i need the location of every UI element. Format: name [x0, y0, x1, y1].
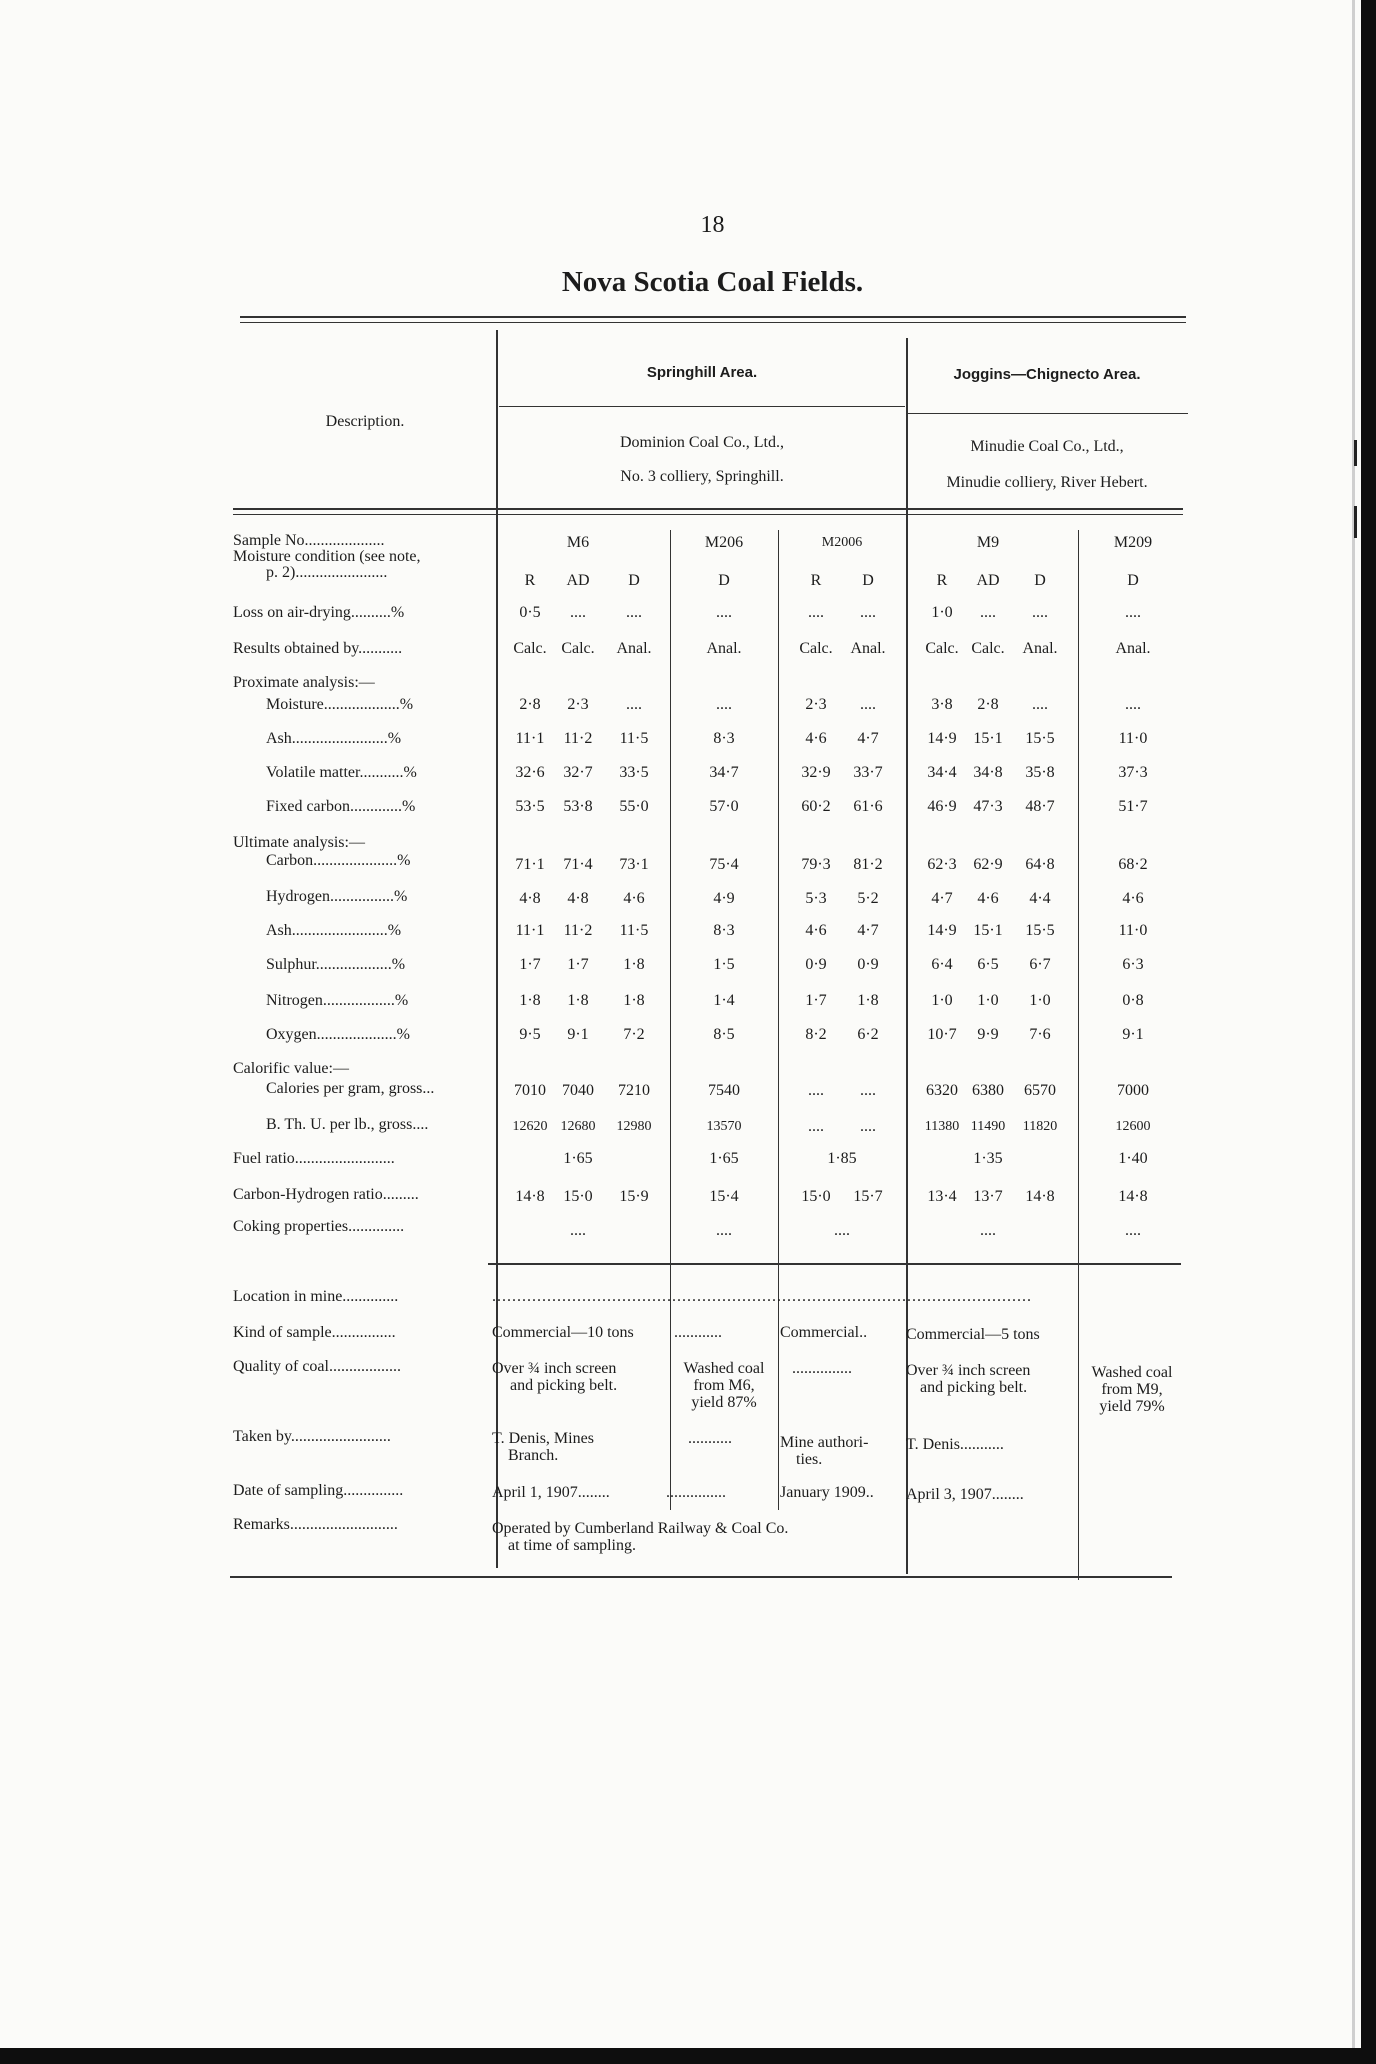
table-cell: 4·6	[623, 890, 645, 907]
table-cell: 14·9	[927, 922, 957, 939]
moisture-condition-code: D	[1127, 572, 1139, 589]
header-divider	[906, 413, 1188, 414]
table-cell: 4·9	[713, 890, 735, 907]
moisture-condition-code: D	[1034, 572, 1046, 589]
table-cell: 6·3	[1122, 956, 1144, 973]
company-name: Minudie Coal Co., Ltd.,	[970, 438, 1124, 455]
table-cell: 14·9	[927, 730, 957, 747]
bottom-rule	[230, 1576, 1172, 1578]
table-cell: 1·8	[567, 992, 589, 1009]
table-cell: ....	[808, 1118, 824, 1135]
company-name: Dominion Coal Co., Ltd.,	[620, 434, 784, 451]
table-cell: 3·8	[931, 696, 953, 713]
ch-ratio-cell: 14·8	[1025, 1188, 1055, 1205]
table-cell: 9·1	[567, 1026, 589, 1043]
table-cell: 60·2	[801, 798, 831, 815]
table-cell: 1·0	[1029, 992, 1051, 1009]
table-cell: 0·9	[857, 956, 879, 973]
table-cell: 7000	[1117, 1082, 1149, 1099]
taken-m2006: Mine authori-	[780, 1434, 869, 1451]
remarks-text-cont: at time of sampling.	[508, 1537, 636, 1554]
table-cell: 55·0	[619, 798, 649, 815]
table-cell: 8·5	[713, 1026, 735, 1043]
table-cell: ....	[860, 696, 876, 713]
table-cell: 75·4	[709, 856, 739, 873]
column-divider	[496, 330, 498, 1568]
table-cell: 12620	[512, 1119, 548, 1134]
table-cell: 4·8	[519, 890, 541, 907]
ch-ratio-cell: 13·4	[927, 1188, 957, 1205]
table-cell: 7·6	[1029, 1026, 1051, 1043]
table-cell: 1·7	[567, 956, 589, 973]
table-cell: 2·8	[977, 696, 999, 713]
taken-m2006-cont: ties.	[796, 1451, 823, 1468]
table-cell: Calc.	[561, 640, 595, 657]
sample-number: M206	[704, 534, 744, 551]
coking-cell: ....	[1125, 1222, 1141, 1239]
row-label-moisture-condition-cont: p. 2).......................	[266, 564, 388, 581]
moisture-condition-code: D	[718, 572, 730, 589]
date-m6: April 1, 1907........	[492, 1484, 610, 1501]
quality-m209-cont: from M9,	[1101, 1381, 1163, 1398]
section-label-ultimate: Ultimate analysis:—	[233, 834, 365, 851]
table-cell: 0·9	[805, 956, 827, 973]
table-cell: 15·1	[973, 922, 1003, 939]
table-cell: ....	[716, 604, 732, 621]
row-label-hydrogen: Hydrogen................%	[266, 888, 408, 905]
table-cell: 1·8	[623, 956, 645, 973]
header-divider	[499, 406, 905, 407]
table-cell: Calc.	[925, 640, 959, 657]
table-cell: 11380	[924, 1119, 960, 1134]
table-cell: 6·4	[931, 956, 953, 973]
table-cell: 7·2	[623, 1026, 645, 1043]
table-cell: 1·4	[713, 992, 735, 1009]
table-cell: 10·7	[927, 1026, 957, 1043]
column-divider	[778, 530, 779, 1510]
area-header-springhill: Springhill Area.	[646, 364, 758, 381]
ch-ratio-cell: 15·4	[709, 1188, 739, 1205]
coking-cell: ....	[716, 1222, 732, 1239]
table-cell: 11·0	[1118, 730, 1148, 747]
description-header: Description.	[325, 413, 405, 430]
table-cell: Anal.	[1022, 640, 1058, 657]
table-cell: ....	[1125, 696, 1141, 713]
table-cell: 0·5	[519, 604, 541, 621]
ch-ratio-cell: 15·0	[563, 1188, 593, 1205]
kind-m2006: Commercial..	[780, 1324, 868, 1341]
table-cell: 13570	[706, 1119, 742, 1134]
quality-m6-cont: and picking belt.	[510, 1377, 618, 1394]
top-rule	[240, 316, 1186, 318]
table-cell: 32·9	[801, 764, 831, 781]
table-cell: 4·6	[805, 730, 827, 747]
table-cell: 64·8	[1025, 856, 1055, 873]
table-cell: ....	[570, 604, 586, 621]
table-cell: ....	[808, 604, 824, 621]
table-cell: 46·9	[927, 798, 957, 815]
quality-m206-cont: from M6,	[693, 1377, 755, 1394]
row-label-ch-ratio: Carbon-Hydrogen ratio.........	[233, 1186, 419, 1203]
kind-m206: ............	[674, 1324, 722, 1341]
row-label-fuel-ratio: Fuel ratio.........................	[233, 1150, 395, 1167]
row-label-calories: Calories per gram, gross...	[266, 1080, 435, 1097]
row-label-oxygen: Oxygen....................%	[266, 1026, 410, 1043]
table-cell: 2·3	[567, 696, 589, 713]
ch-ratio-cell: 14·8	[1118, 1188, 1148, 1205]
row-label-volatile: Volatile matter...........%	[266, 764, 417, 781]
coking-cell: ....	[570, 1222, 586, 1239]
fuel-ratio-cell: 1·65	[709, 1150, 739, 1167]
moisture-condition-code: AD	[566, 572, 590, 589]
quality-m209-cont: yield 79%	[1099, 1398, 1165, 1415]
row-label-carbon: Carbon.....................%	[266, 852, 411, 869]
table-cell: Calc.	[971, 640, 1005, 657]
table-cell: 11·1	[515, 922, 545, 939]
table-cell: 6·2	[857, 1026, 879, 1043]
row-label-date: Date of sampling...............	[233, 1482, 404, 1499]
table-cell: 1·0	[931, 604, 953, 621]
table-cell: 11·5	[619, 922, 649, 939]
table-cell: 7040	[562, 1082, 594, 1099]
row-label-loss: Loss on air-drying..........%	[233, 604, 405, 621]
page-edge	[1352, 0, 1355, 2048]
table-cell: 32·7	[563, 764, 593, 781]
taken-m9: T. Denis...........	[906, 1436, 1004, 1453]
row-label-moisture-condition: Moisture condition (see note,	[233, 548, 421, 565]
quality-m9-cont: and picking belt.	[920, 1379, 1028, 1396]
table-cell: 7540	[708, 1082, 740, 1099]
table-cell: ....	[1032, 604, 1048, 621]
fuel-ratio-cell: 1·85	[827, 1150, 857, 1167]
moisture-condition-code: AD	[976, 572, 1000, 589]
table-cell: 34·8	[973, 764, 1003, 781]
table-cell: ....	[860, 1082, 876, 1099]
table-cell: 8·2	[805, 1026, 827, 1043]
table-cell: 6570	[1024, 1082, 1056, 1099]
table-cell: 11·2	[563, 730, 593, 747]
table-cell: Calc.	[799, 640, 833, 657]
row-label-coking: Coking properties..............	[233, 1218, 405, 1235]
coking-cell: ....	[980, 1222, 996, 1239]
table-cell: 0·8	[1122, 992, 1144, 1009]
table-cell: ....	[716, 696, 732, 713]
table-cell: 79·3	[801, 856, 831, 873]
sample-number: M6	[566, 534, 590, 551]
row-label-sample-no: Sample No....................	[233, 532, 385, 549]
row-label-taken-by: Taken by.........................	[233, 1428, 391, 1445]
table-cell: 15·5	[1025, 922, 1055, 939]
table-cell: 1·8	[857, 992, 879, 1009]
table-cell: 53·5	[515, 798, 545, 815]
table-cell: Anal.	[706, 640, 742, 657]
table-cell: 4·6	[805, 922, 827, 939]
table-cell: 1·8	[519, 992, 541, 1009]
table-cell: 15·5	[1025, 730, 1055, 747]
section-label-calorific: Calorific value:—	[233, 1060, 349, 1077]
column-divider	[1078, 530, 1079, 1580]
table-cell: 35·8	[1025, 764, 1055, 781]
table-cell: ....	[980, 604, 996, 621]
table-cell: 81·2	[853, 856, 883, 873]
ch-ratio-cell: 13·7	[973, 1188, 1003, 1205]
kind-m9: Commercial—5 tons	[906, 1326, 1040, 1343]
moisture-condition-code: R	[524, 572, 536, 589]
coking-cell: ....	[834, 1222, 850, 1239]
table-cell: 34·7	[709, 764, 739, 781]
sample-number: M2006	[821, 535, 863, 550]
table-cell: 68·2	[1118, 856, 1148, 873]
row-label-quality: Quality of coal..................	[233, 1358, 401, 1375]
table-cell: 2·3	[805, 696, 827, 713]
company-colliery: Minudie colliery, River Hebert.	[946, 474, 1148, 491]
ch-ratio-cell: 15·0	[801, 1188, 831, 1205]
table-cell: 1·0	[931, 992, 953, 1009]
table-cell: 34·4	[927, 764, 957, 781]
table-cell: 9·1	[1122, 1026, 1144, 1043]
quality-m206: Washed coal	[683, 1360, 765, 1377]
location-dots: ............................................................................................................	[492, 1288, 1032, 1305]
table-cell: ....	[860, 604, 876, 621]
row-label-fixed-carbon: Fixed carbon.............%	[266, 798, 416, 815]
date-m206-dots: ...............	[666, 1484, 726, 1501]
table-cell: 71·1	[515, 856, 545, 873]
sample-number: M9	[976, 534, 1000, 551]
kind-m6: Commercial—10 tons	[492, 1324, 634, 1341]
moisture-condition-code: D	[862, 572, 874, 589]
fuel-ratio-cell: 1·65	[563, 1150, 593, 1167]
table-cell: ....	[860, 1118, 876, 1135]
table-cell: 9·5	[519, 1026, 541, 1043]
table-cell: 6320	[926, 1082, 958, 1099]
row-label-nitrogen: Nitrogen..................%	[266, 992, 409, 1009]
table-cell: ....	[808, 1082, 824, 1099]
table-cell: 5·3	[805, 890, 827, 907]
moisture-condition-code: D	[628, 572, 640, 589]
fuel-ratio-cell: 1·40	[1118, 1150, 1148, 1167]
table-cell: 7010	[514, 1082, 546, 1099]
header-bottom-rule-thin	[233, 514, 1183, 515]
table-cell: ....	[1032, 696, 1048, 713]
table-cell: 1·8	[623, 992, 645, 1009]
table-cell: 62·9	[973, 856, 1003, 873]
header-bottom-rule	[233, 508, 1183, 510]
table-cell: 9·9	[977, 1026, 999, 1043]
section-label-proximate: Proximate analysis:—	[233, 674, 375, 691]
table-cell: 11·5	[619, 730, 649, 747]
table-cell: 1·5	[713, 956, 735, 973]
date-m9: April 3, 1907........	[906, 1486, 1024, 1503]
table-cell: 11·0	[1118, 922, 1148, 939]
remarks-text: Operated by Cumberland Railway & Coal Co.	[492, 1520, 789, 1537]
table-cell: 12600	[1115, 1119, 1151, 1134]
margin-mark	[1354, 506, 1357, 538]
table-cell: 1·0	[977, 992, 999, 1009]
quality-m2006-dots: ...............	[792, 1360, 852, 1377]
row-label-kind: Kind of sample................	[233, 1324, 396, 1341]
table-cell: 4·7	[857, 922, 879, 939]
table-cell: Anal.	[616, 640, 652, 657]
page-title: Nova Scotia Coal Fields.	[561, 266, 864, 298]
table-cell: 32·6	[515, 764, 545, 781]
table-cell: ....	[626, 604, 642, 621]
table-cell: 1·7	[519, 956, 541, 973]
ch-ratio-cell: 15·7	[853, 1188, 883, 1205]
table-cell: 11820	[1022, 1119, 1058, 1134]
taken-m206-dots: ...........	[688, 1430, 732, 1447]
table-cell: 51·7	[1118, 798, 1148, 815]
ch-ratio-cell: 14·8	[515, 1188, 545, 1205]
quality-m9: Over ¾ inch screen	[906, 1362, 1031, 1379]
table-cell: 8·3	[713, 922, 735, 939]
table-cell: 6·7	[1029, 956, 1051, 973]
table-cell: 48·7	[1025, 798, 1055, 815]
fuel-ratio-cell: 1·35	[973, 1150, 1003, 1167]
table-cell: 57·0	[709, 798, 739, 815]
row-label-moisture: Moisture...................%	[266, 696, 414, 713]
table-cell: 2·8	[519, 696, 541, 713]
table-cell: 7210	[618, 1082, 650, 1099]
table-cell: 33·5	[619, 764, 649, 781]
ch-ratio-cell: 15·9	[619, 1188, 649, 1205]
table-cell: 33·7	[853, 764, 883, 781]
table-cell: 47·3	[973, 798, 1003, 815]
row-label-results: Results obtained by...........	[233, 640, 403, 657]
taken-m6-cont: Branch.	[508, 1447, 559, 1464]
sample-number: M209	[1113, 534, 1153, 551]
table-cell: 4·4	[1029, 890, 1051, 907]
area-header-joggins: Joggins—Chignecto Area.	[953, 366, 1141, 383]
moisture-condition-code: R	[936, 572, 948, 589]
table-cell: 62·3	[927, 856, 957, 873]
table-cell: 4·7	[931, 890, 953, 907]
table-cell: 4·6	[1122, 890, 1144, 907]
row-label-btu: B. Th. U. per lb., gross....	[266, 1116, 429, 1133]
table-cell: 37·3	[1118, 764, 1148, 781]
table-cell: 71·4	[563, 856, 593, 873]
table-cell: 4·7	[857, 730, 879, 747]
quality-m209: Washed coal	[1091, 1364, 1173, 1381]
quality-m6: Over ¾ inch screen	[492, 1360, 617, 1377]
row-label-sulphur: Sulphur...................%	[266, 956, 406, 973]
table-cell: 11·2	[563, 922, 593, 939]
table-cell: Anal.	[850, 640, 886, 657]
page-number: 18	[700, 212, 725, 238]
table-cell: 4·6	[977, 890, 999, 907]
row-label-location: Location in mine..............	[233, 1288, 399, 1305]
date-m2006: January 1909..	[780, 1484, 874, 1501]
table-cell: 53·8	[563, 798, 593, 815]
table-cell: 61·6	[853, 798, 883, 815]
table-cell: Calc.	[513, 640, 547, 657]
row-label-remarks: Remarks...........................	[233, 1516, 398, 1533]
quality-m206-cont: yield 87%	[691, 1394, 757, 1411]
table-cell: ....	[626, 696, 642, 713]
table-cell: 12980	[616, 1119, 652, 1134]
table-cell: 15·1	[973, 730, 1003, 747]
moisture-condition-code: R	[810, 572, 822, 589]
table-cell: 12680	[560, 1119, 596, 1134]
company-colliery: No. 3 colliery, Springhill.	[620, 468, 784, 485]
table-cell: 11·1	[515, 730, 545, 747]
table-cell: 4·8	[567, 890, 589, 907]
table-cell: 1·7	[805, 992, 827, 1009]
table-cell: 73·1	[619, 856, 649, 873]
table-cell: Anal.	[1115, 640, 1151, 657]
table-cell: 5·2	[857, 890, 879, 907]
row-label-ash-ultimate: Ash........................%	[266, 922, 402, 939]
top-rule-thin	[240, 322, 1186, 323]
row-label-ash: Ash........................%	[266, 730, 402, 747]
table-cell: 11490	[970, 1119, 1006, 1134]
table-cell: 6·5	[977, 956, 999, 973]
margin-mark	[1354, 440, 1357, 466]
table-cell: ....	[1125, 604, 1141, 621]
taken-m6: T. Denis, Mines	[492, 1430, 594, 1447]
table-cell: 8·3	[713, 730, 735, 747]
table-cell: 6380	[972, 1082, 1004, 1099]
